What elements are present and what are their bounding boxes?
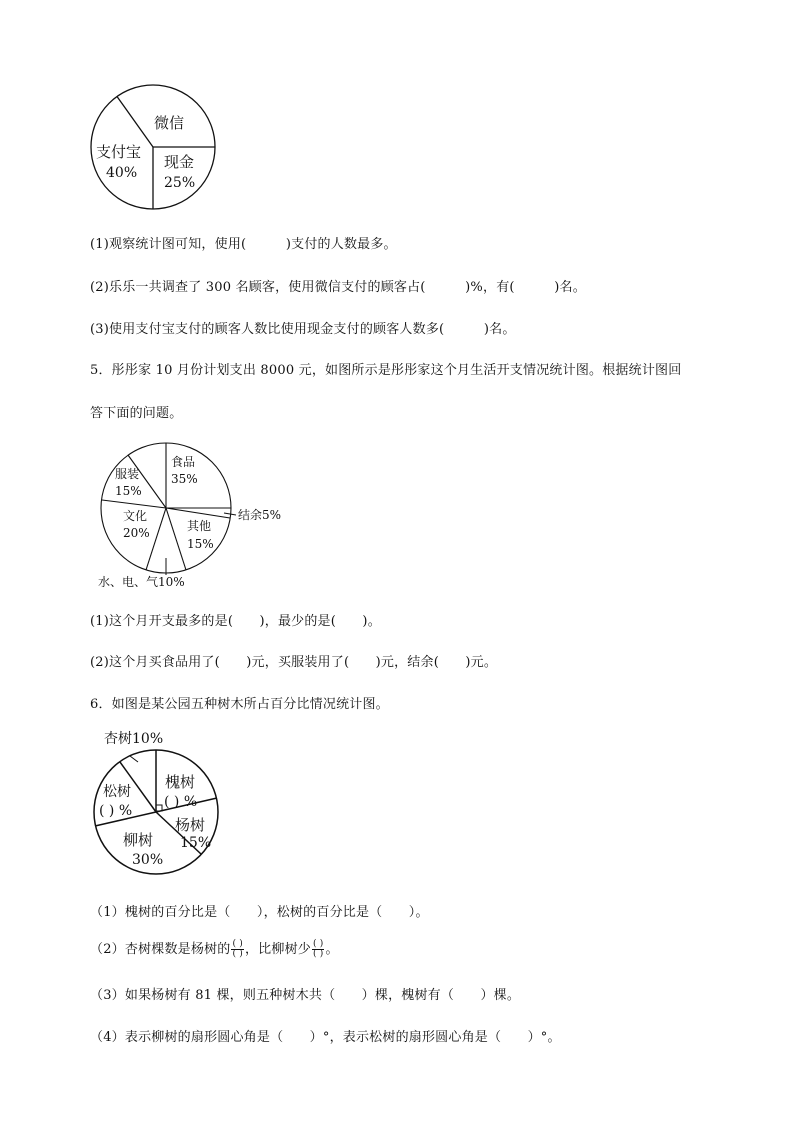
pie1-divider-wechat-alipay xyxy=(117,97,153,148)
pie1-label-alipay-pct: 40% xyxy=(106,165,138,181)
q6-sub2 xyxy=(90,938,339,959)
q6-sub2-text-a: （2）杏树棵数是杨树的 xyxy=(90,942,231,957)
pie3-label-apricot: 杏树10% xyxy=(104,731,164,747)
pie2-divider-other-utilities xyxy=(166,508,186,570)
pie2-label-utilities: 水、电、气10% xyxy=(98,575,185,589)
pie2-divider-savings-other xyxy=(166,508,230,518)
q6-sub1: （1）槐树的百分比是（ ），松树的百分比是（ ）。 xyxy=(90,905,429,920)
q6-sub2-fraction-2 xyxy=(312,940,324,959)
pie2-leader-savings xyxy=(224,513,236,515)
pie3-label-pine-pct: ( ) % xyxy=(99,803,133,819)
pie3-label-poplar: 杨树 xyxy=(175,816,206,834)
pie1-label-cash-pct: 25% xyxy=(164,175,196,191)
q5-intro-line1: 5．彤彤家 10 月份计划支出 8000 元，如图所示是彤彤家这个月生活开支情况统计图。根据统计图回 xyxy=(90,363,682,378)
fraction-denominator: ( ) xyxy=(312,949,324,959)
q5-intro-line2: 答下面的问题。 xyxy=(90,406,183,421)
pie2-label-culture: 文化 xyxy=(123,509,148,523)
q5-sub1: (1)这个月开支最多的是( )，最少的是( )。 xyxy=(90,614,381,629)
pie1-label-alipay: 支付宝 xyxy=(96,143,142,161)
trees-pie-chart xyxy=(90,726,240,881)
q6-sub4: （4）表示柳树的扇形圆心角是（ ）°，表示松树的扇形圆心角是（ ）°。 xyxy=(90,1030,561,1045)
pie2-divider-clothing-food xyxy=(128,455,166,508)
pie2-label-clothing: 服装 xyxy=(115,467,140,481)
q6-sub2-text-c: 。 xyxy=(325,942,339,957)
pie3-label-pine: 松树 xyxy=(103,784,131,800)
q6-intro: 6．如图是某公园五种树木所占百分比情况统计图。 xyxy=(90,697,389,712)
pie3-label-locust: 槐树 xyxy=(165,773,196,791)
pie2-label-savings: 结余5% xyxy=(238,508,282,522)
pie3-label-locust-pct: ( ) % xyxy=(164,794,198,810)
fraction-numerator: ( ) xyxy=(312,939,324,949)
pie1-label-cash: 现金 xyxy=(164,153,195,171)
q4-sub2: (2)乐乐一共调查了 300 名顾客，使用微信支付的顾客占( )%，有( )名。 xyxy=(90,280,586,295)
payment-pie-chart xyxy=(88,84,220,212)
q5-sub2: (2)这个月买食品用了( )元，买服装用了( )元，结余( )元。 xyxy=(90,655,498,670)
spending-pie-chart xyxy=(96,440,296,590)
pie3-label-willow-pct: 30% xyxy=(132,852,164,868)
q6-sub3: （3）如果杨树有 81 棵，则五种树木共（ ）棵，槐树有（ ）棵。 xyxy=(90,988,521,1003)
q4-sub1: (1)观察统计图可知，使用( )支付的人数最多。 xyxy=(90,237,397,252)
pie3-leader-apricot xyxy=(130,756,138,762)
pie2-label-food: 食品 xyxy=(171,455,196,469)
pie2-label-clothing-pct: 15% xyxy=(115,484,142,498)
q6-sub2-fraction-1 xyxy=(231,940,243,959)
q6-sub2-text-b: ，比柳树少 xyxy=(244,942,311,957)
pie3-label-willow: 柳树 xyxy=(123,831,154,849)
pie2-label-other: 其他 xyxy=(187,519,212,533)
fraction-numerator: ( ) xyxy=(232,939,243,949)
pie2-label-food-pct: 35% xyxy=(171,472,198,486)
q4-sub3: (3)使用支付宝支付的顾客人数比使用现金支付的顾客人数多( )名。 xyxy=(90,322,516,337)
fraction-denominator: ( ) xyxy=(232,949,243,959)
pie2-label-culture-pct: 20% xyxy=(123,526,150,540)
pie2-divider-culture-clothing xyxy=(102,500,166,508)
pie2-label-other-pct: 15% xyxy=(187,537,214,551)
pie3-label-poplar-pct: 15% xyxy=(180,835,212,851)
pie1-label-wechat: 微信 xyxy=(154,114,185,132)
